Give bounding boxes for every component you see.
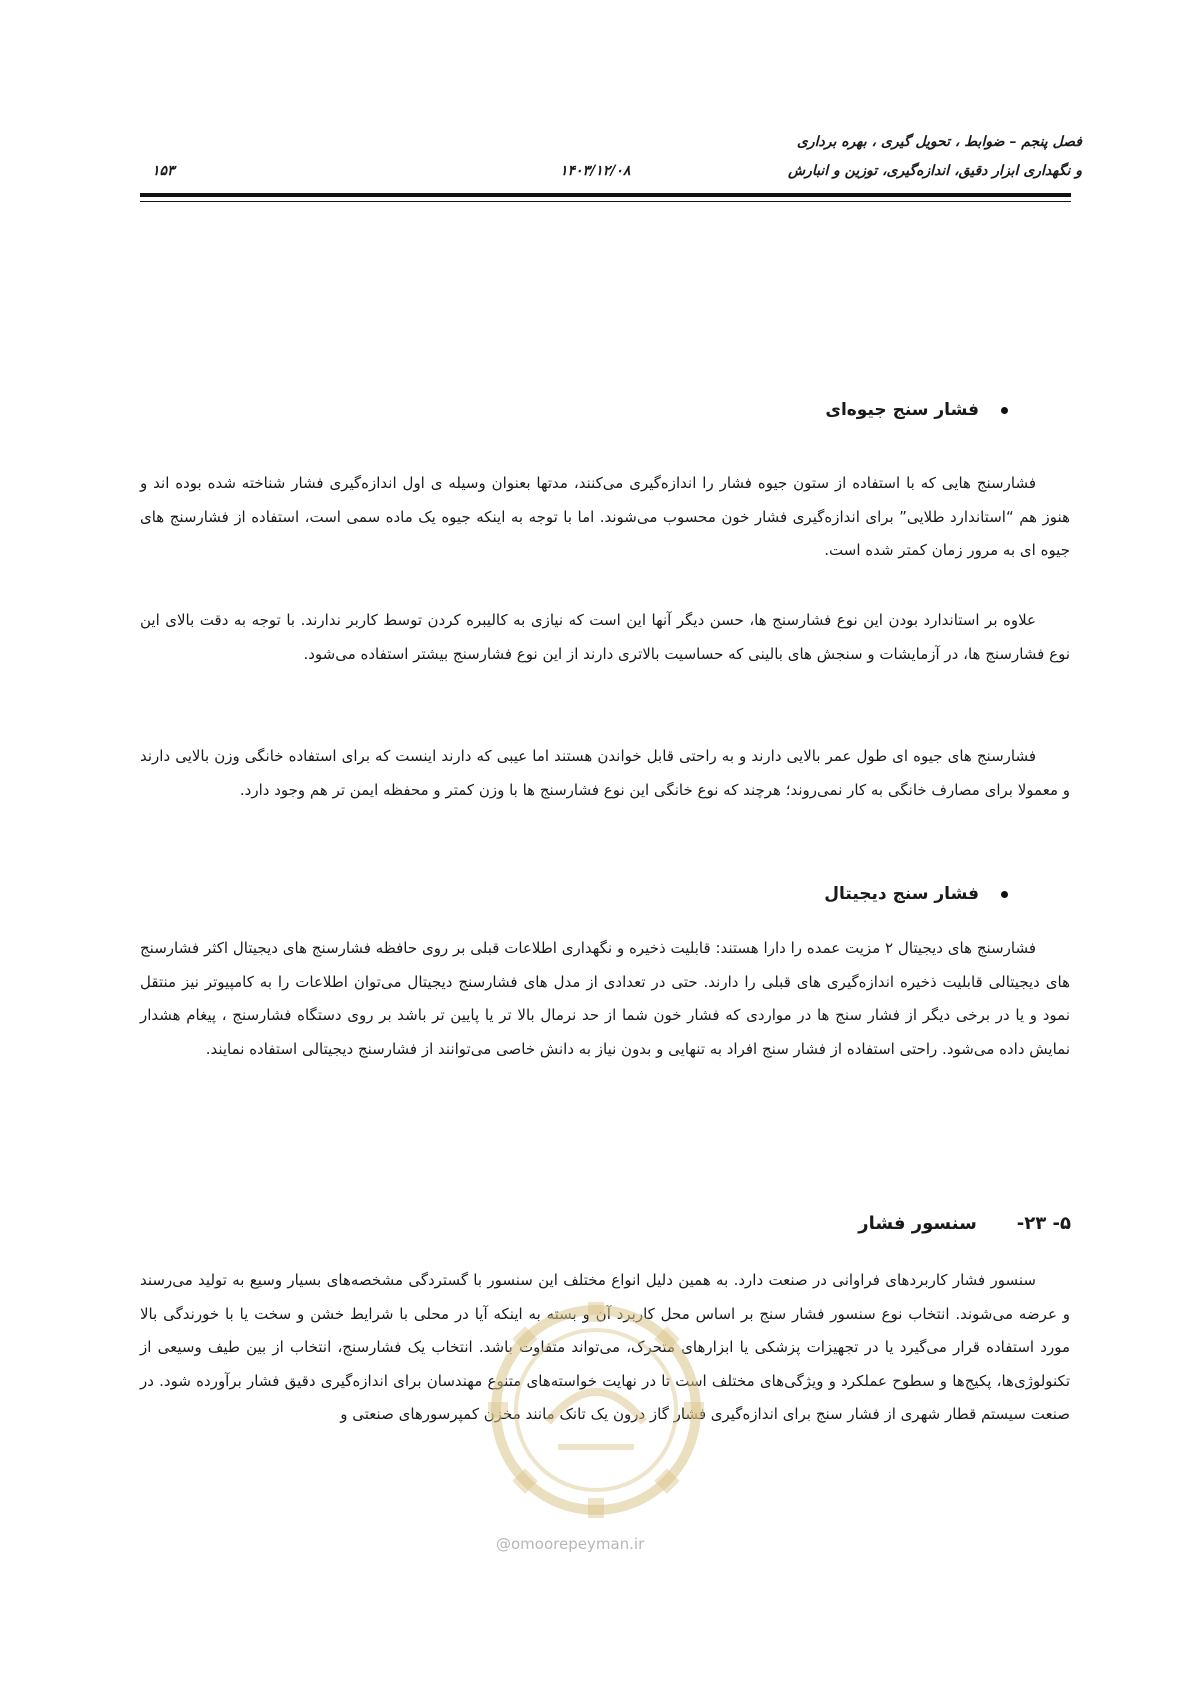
- mercury-paragraph-2-block: [140, 604, 1070, 671]
- chapter-title-line2: و نگهداری ابزار دقیق، اندازه‌گیری، توزین و انبارش: [788, 163, 1082, 179]
- section-title-text: سنسور فشار: [858, 1213, 977, 1234]
- mercury-heading-text: فشار سنج جیوه‌ای: [825, 400, 979, 420]
- bullet-dot-icon: [1001, 891, 1008, 898]
- mercury-paragraph-3: فشارسنج های جیوه ای طول عمر بالایی دارند و به راحتی قابل خواندن هستند اما عیبی که دارند اینست که برای استفاده خانگی وزن بالایی دارند و معمولا برای مصارف خانگی به کار نمی‌روند؛ هرچند که نوع خانگی این نوع فشارسنج ها با وزن کمتر و محفظه ایمن تر هم وجود دارد.: [140, 747, 1070, 799]
- digital-heading-text: فشار سنج دیجیتال: [824, 884, 979, 904]
- header-rule-thin: [140, 201, 1071, 202]
- digital-paragraph-block: [140, 932, 1070, 1066]
- header-rule-thick: [140, 193, 1071, 197]
- mercury-paragraph-2: علاوه بر استاندارد بودن این نوع فشارسنج ها، حسن دیگر آنها این است که نیازی به کالیبره کردن توسط کاربر ندارند. با توجه به دقت بالای این نوع فشارسنج ها، در آزمایشات و سنجش های بالینی که حساسیت بالاتری دارند از این نوع فشارسنج بیشتر استفاده می‌شود.: [140, 611, 1070, 663]
- digital-paragraph: فشارسنج های دیجیتال ۲ مزیت عمده را دارا هستند: قابلیت ذخیره و نگهداری اطلاعات قبلی بر روی حافظه فشارسنج های دیجیتال اکثر فشارسنج های دیجیتالی قابلیت ذخیره اندازه‌گیری های قبلی را دارند. حتی در تعدادی از مدل های فشارسنج دیجیتال می‌توان اطلاعات را به کامپیوتر نیز منتقل نمود و یا در برخی دیگر از فشار سنج ها در مواردی که فشار خون شما از حد نرمال بالا تر یا پایین تر باشد بر روی دستگاه فشارسنج ، پیغام هشدار نمایش داده می‌شود. راحتی استفاده از فشار سنج افراد به تنهایی و بدون نیاز به دانش خاصی می‌توانند از فشارسنج دیجیتالی استفاده نمایند.: [140, 939, 1070, 1058]
- header-date: ۱۴۰۳/۱۲/۰۸: [560, 163, 631, 179]
- bullet-heading-mercury: [825, 400, 1008, 420]
- bullet-heading-digital: [824, 884, 1008, 904]
- page-number: ۱۵۳: [152, 163, 175, 179]
- section-heading-pressure-sensor: [858, 1213, 1071, 1234]
- watermark-site: @omoorepeyman.ir: [496, 1535, 645, 1553]
- bullet-dot-icon: [1001, 407, 1008, 414]
- sensor-paragraph-block: [140, 1264, 1070, 1432]
- mercury-paragraph-1-block: [140, 467, 1070, 568]
- chapter-title-line1: فصل پنجم – ضوابط ، تحویل گیری ، بهره برداری: [796, 134, 1082, 150]
- sensor-paragraph: سنسور فشار کاربردهای فراوانی در صنعت دارد. به همین دلیل انواع مختلف این سنسور با گستردگی مشخصه‌های بسیار وسیع به تولید می‌رسند و عرضه می‌شوند. انتخاب نوع سنسور فشار سنج بر اساس محل کاربرد آن و بسته به اینکه آیا در محلی با شرایط خشن و سخت یا با خورندگی بالا مورد استفاده قرار می‌گیرد یا در تجهیزات پزشکی یا ابزارهای متحرک، می‌تواند متفاوت باشد. انتخاب یک فشارسنج، انتخاب از بین طیف وسیعی از تکنولوژی‌ها، پکیج‌ها و سطوح عملکرد و ویژگی‌های مختلف است تا در نهایت خواسته‌های متنوع مهندسان برای اندازه‌گیری دقیق فشار برآورده شود. در صنعت سیستم قطار شهری از فشار سنج برای اندازه‌گیری فشار گاز درون یک تانک مانند مخزن کمپرسورهای صنعتی و: [140, 1271, 1070, 1423]
- section-number: ۵- ۲۳-: [1016, 1213, 1071, 1234]
- mercury-paragraph-3-block: [140, 740, 1070, 807]
- mercury-paragraph-1: فشارسنج هایی که با استفاده از ستون جیوه فشار را اندازه‌گیری می‌کنند، مدتها بعنوان وسیله ی اول اندازه‌گیری فشار شناخته شده بوده اند و هنوز هم “استاندارد طلایی” برای اندازه‌گیری فشار خون محسوب می‌شوند. اما با توجه به اینکه جیوه یک ماده سمی است، استفاده از فشارسنج های جیوه ای به مرور زمان کمتر شده است.: [140, 474, 1070, 559]
